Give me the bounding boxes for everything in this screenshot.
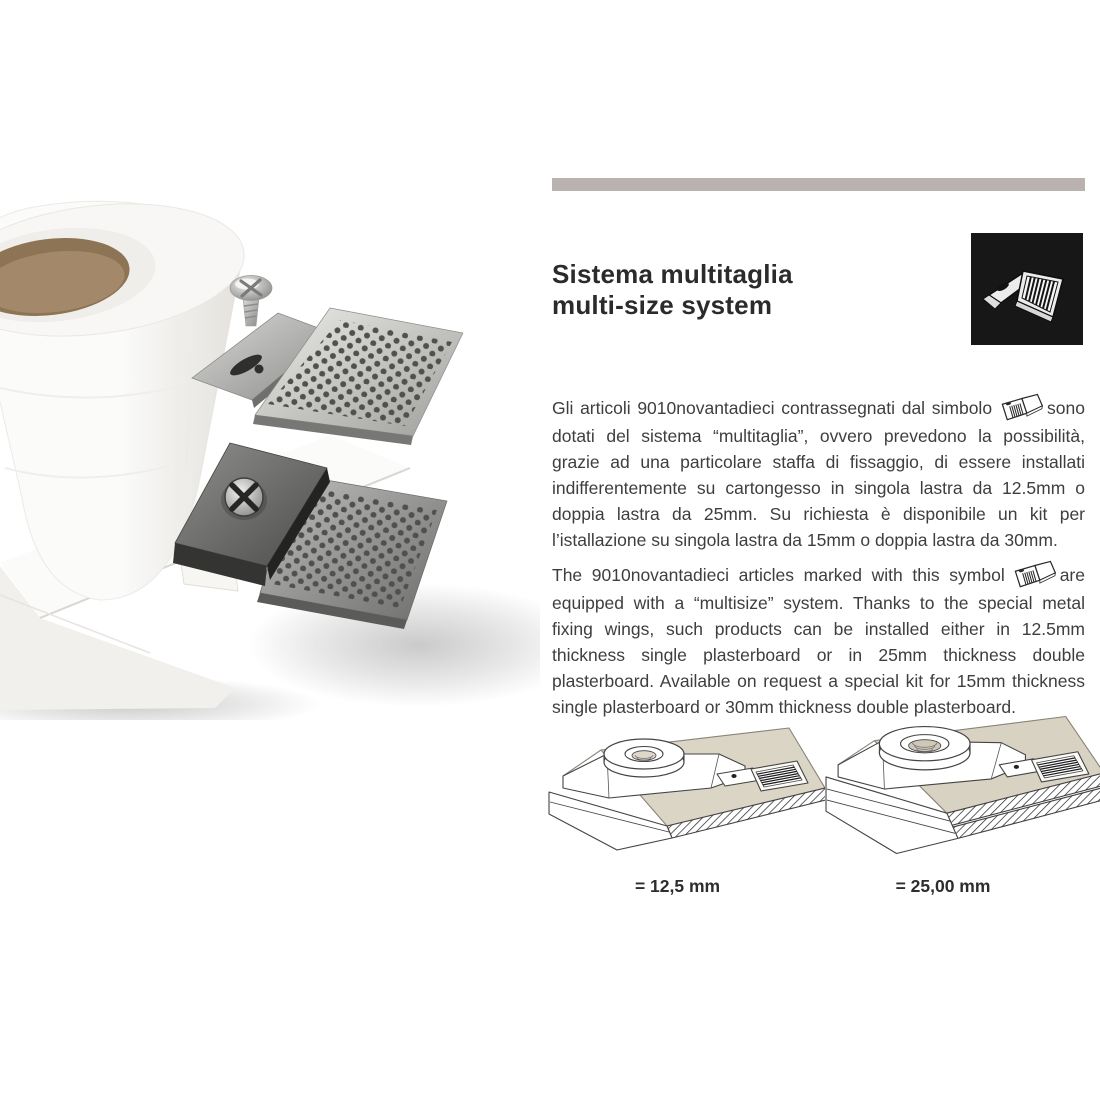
page-title <box>552 259 932 321</box>
page-title-line2: multi-size system <box>552 290 773 320</box>
accent-bar <box>552 178 1085 191</box>
multisize-symbol-inline-icon <box>996 392 1043 423</box>
multisize-symbol-inline-icon <box>1009 559 1056 590</box>
fixture-ring <box>879 727 970 770</box>
figure-double-plasterboard <box>824 706 1100 866</box>
english-text-after-symbol: are equipped with a “multisize” system. Thanks to the special metal fixing wings, such products can be installed either in 12.5mm thickness single plasterboard or in 25mm thickness double plasterboard. Available on request a special kit for 15mm thickness single plasterboard or 30mm thickness double plasterboard. <box>552 564 1085 717</box>
multisize-bracket-tile-icon <box>971 233 1083 345</box>
mounting-bracket-upper <box>192 308 463 445</box>
intro-paragraph-english <box>552 559 1085 720</box>
page-title-line1: Sistema multitaglia <box>552 259 793 289</box>
figure-single-plasterboard <box>547 716 825 868</box>
floating-screw <box>230 276 272 327</box>
double-layer-label: = 25,00 mm <box>895 876 991 896</box>
product-photo-plaster-fixture <box>0 148 540 720</box>
single-layer-label: = 12,5 mm <box>634 876 721 896</box>
intro-paragraph-italian <box>552 392 1085 553</box>
english-text-before-symbol: The 9010novantadieci articles marked with this symbol <box>552 564 1005 585</box>
italian-text-before-symbol: Gli articoli 9010novantadieci contrassegnati dal simbolo <box>552 397 993 418</box>
italian-text-after-symbol: sono dotati del sistema “multitaglia”, ovvero prevedono la possibilità, grazie ad una particolare staffa di fissaggio, di essere installati indifferentemente su cartongesso in singola lastra da 12.5mm o doppia lastra da 25mm. Su richiesta è disponibile un kit per l’istallazione su singola lastra da 15mm o doppia lastra da 30mm. <box>552 397 1085 550</box>
fixture-ring <box>604 739 684 777</box>
